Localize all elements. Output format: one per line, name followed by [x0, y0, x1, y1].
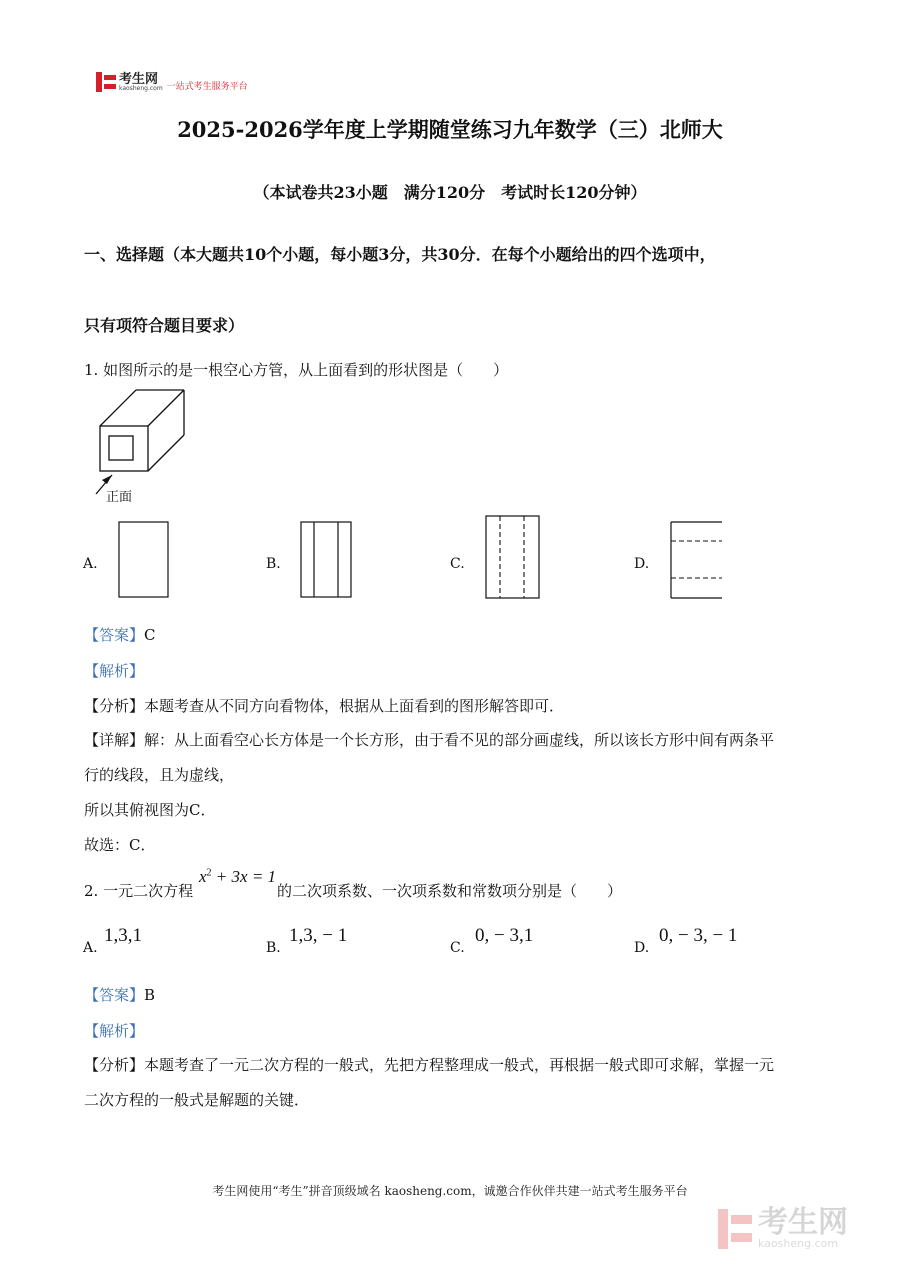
- q1-fenxi: 本题考查从不同方向看物体，根据从上面看到的图形解答即可．: [144, 697, 565, 715]
- q2-option-d-value: 0, − 3, − 1: [659, 925, 738, 946]
- q2-equation-var: x: [199, 867, 207, 886]
- q1-question: 1. 如图所示的是一根空心方管，从上面看到的形状图是（ ）: [84, 361, 509, 379]
- q1-conclusion: 故选：C．: [84, 836, 156, 854]
- q2-answer-tag: 【答案】: [84, 986, 145, 1004]
- q2-equation-rest: + 3x = 1: [211, 867, 277, 886]
- q1-xiangjie-tag: 【详解】: [84, 731, 145, 749]
- q1-option-b-figure: [300, 521, 354, 599]
- q1-analysis-tag: 【解析】: [84, 662, 145, 680]
- q2-option-b-label: B.: [266, 940, 281, 956]
- q1-answer-tag: 【答案】: [84, 626, 145, 644]
- q1-fenxi-line: [84, 695, 564, 716]
- page-subtitle: （本试卷共23小题 满分120分 考试时长120分钟）: [253, 183, 647, 202]
- q2-analysis-tag: 【解析】: [84, 1022, 145, 1040]
- q1-option-b-label: B.: [266, 556, 281, 572]
- q1-option-a-figure: [118, 521, 170, 599]
- page-title: 2025-2026学年度上学期随堂练习九年数学（三）北师大: [177, 117, 723, 142]
- q2-answer: B: [144, 986, 156, 1004]
- section-heading: 一、选择题（本大题共10个小题，每小题3分，共30分．在每个小题给出的四个选项中，: [84, 245, 716, 264]
- q1-option-a-label: A.: [83, 556, 98, 572]
- q1-option-c-figure: [485, 515, 542, 600]
- q1-answer-line: [84, 624, 156, 645]
- brand-domain: kaosheng.com: [119, 84, 163, 92]
- watermark-name: 考生网: [758, 1205, 848, 1240]
- section-heading-cont: 只有项符合题目要求）: [84, 316, 245, 335]
- q2-question-suffix: 的二次项系数、一次项系数和常数项分别是（ ）: [277, 882, 623, 900]
- watermark-domain: kaosheng.com: [758, 1237, 839, 1250]
- q2-option-b-value: 1,3, − 1: [289, 925, 348, 946]
- watermark-icon: [718, 1209, 752, 1249]
- q1-xiangjie-3: 所以其俯视图为C．: [84, 801, 216, 819]
- q2-option-d-label: D.: [634, 940, 650, 956]
- q2-fenxi-tag: 【分析】: [84, 1056, 145, 1074]
- q2-equation: [199, 867, 276, 887]
- q1-option-c-label: C.: [450, 556, 465, 572]
- q2-fenxi-2: 二次方程的一般式是解题的关键．: [84, 1091, 310, 1109]
- q2-fenxi-1: 本题考查了一元二次方程的一般式，先把方程整理成一般式，再根据一般式即可求解，掌握一元: [144, 1056, 775, 1074]
- q2-fenxi-line: [84, 1054, 774, 1075]
- q2-question-prefix: 2. 一元二次方程: [84, 882, 194, 900]
- q2-option-a-value: 1,3,1: [104, 925, 142, 946]
- brand-logo: [96, 72, 248, 92]
- q2-option-c-value: 0, − 3,1: [475, 925, 534, 946]
- q2-equation-exp: 2: [206, 867, 212, 879]
- q1-fenxi-tag: 【分析】: [84, 697, 145, 715]
- brand-slogan: 一站式考生服务平台: [166, 81, 248, 92]
- q1-answer: C: [144, 626, 156, 644]
- watermark-logo: [718, 1205, 848, 1250]
- q2-option-a-label: A.: [83, 940, 98, 956]
- q1-option-d-figure: [670, 521, 724, 601]
- q1-xiangjie-2: 行的线段，且为虚线，: [84, 766, 235, 784]
- q2-answer-line: [84, 984, 155, 1005]
- q2-option-c-label: C.: [450, 940, 465, 956]
- page-footer: 考生网使用“考生”拼音顶级域名 kaosheng.com，诚邀合作伙伴共建一站式考生服务平台: [212, 1184, 688, 1198]
- brand-name: 考生网: [119, 71, 159, 87]
- q1-option-d-label: D.: [634, 556, 650, 572]
- logo-icon: [96, 72, 116, 92]
- q1-figure-caption: 正面: [106, 490, 133, 505]
- q1-xiangjie-1: 解：从上面看空心长方体是一个长方形，由于看不见的部分画虚线，所以该长方形中间有两条平: [144, 731, 775, 749]
- q1-xiangjie-line: [84, 729, 774, 750]
